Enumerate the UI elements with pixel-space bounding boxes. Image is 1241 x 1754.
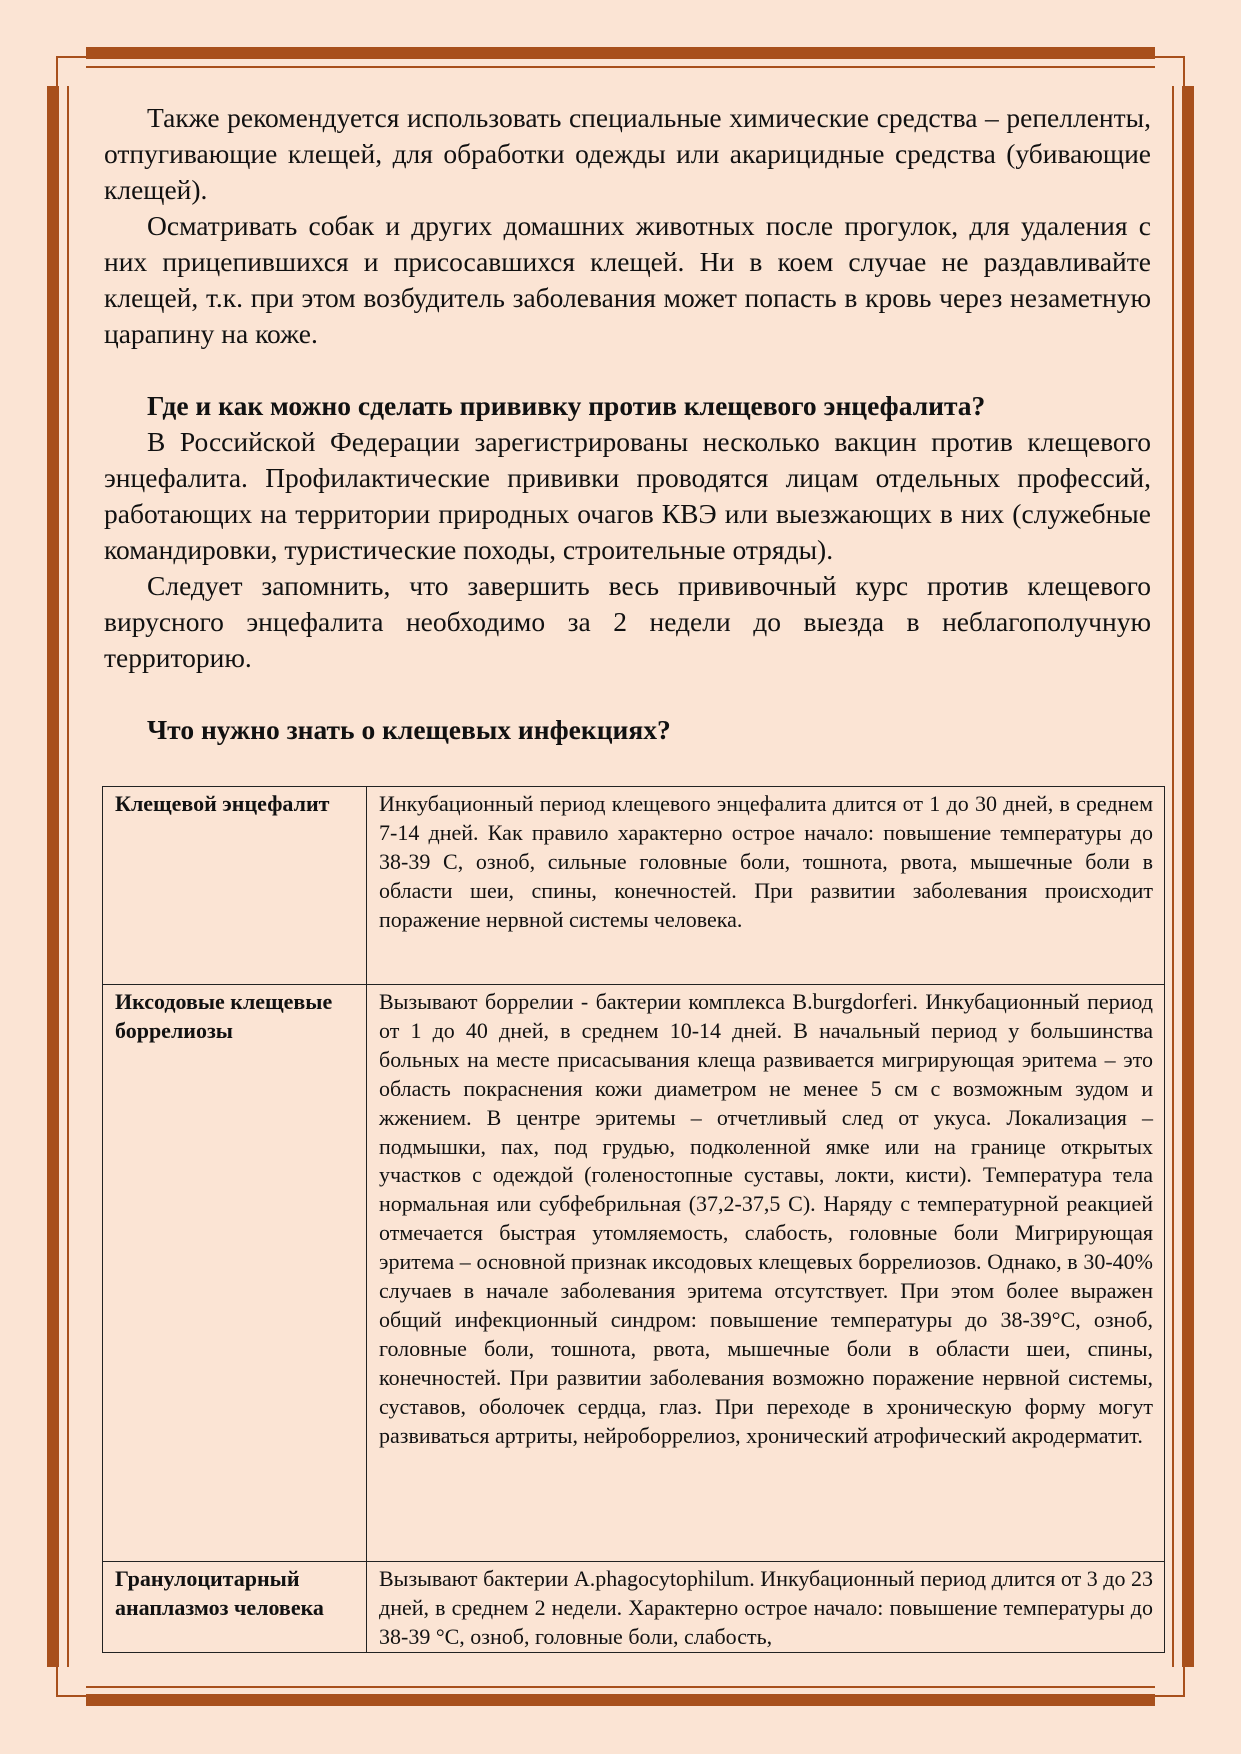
document-body [104, 100, 1151, 748]
frame-top-border [86, 47, 1155, 59]
pet-inspection-paragraph: Осматривать собак и других домашних животных после прогулок, для удаления с них прицепившихся и присосавшихся клещей. Ни в коем случае не раздавливайте клещей, т.к. при этом возбудитель заболевания может попасть в кровь через незаметную царапину на коже. [104, 210, 1151, 349]
frame-right-border [1182, 86, 1194, 1667]
table-row [103, 985, 1165, 1562]
frame-left-border [47, 86, 59, 1667]
table-row [103, 1562, 1165, 1653]
frame-corner-bottom-right [1155, 1667, 1185, 1697]
frame-bottom-inner-line [86, 1686, 1155, 1688]
infection-name: Гранулоцитарный анаплазмоз человека [103, 1562, 367, 1653]
infection-name: Клещевой энцефалит [103, 787, 367, 985]
infection-description: Инкубационный период клещевого энцефалита длится от 1 до 30 дней, в среднем 7-14 дней. Как правило характерно острое начало: повышение температуры до 38-39 С, озноб, сильные головные боли, тошнота, рвота, мышечные боли в области шеи, спины, конечностей. При развитии заболевания происходит поражение нервной системы человека. [367, 787, 1165, 985]
frame-left-inner-line [67, 86, 69, 1667]
infections-table [102, 786, 1165, 1653]
vaccines-paragraph: В Российской Федерации зарегистрированы несколько вакцин против клещевого энцефалита. Профилактические прививки проводятся лицам отдельных профессий, работающих на территории природных очагов КВЭ или выезжающих в них (служебные командировки, туристические походы, строительные отряды). [104, 426, 1151, 565]
frame-corner-top-left [56, 56, 86, 86]
section-spacer [104, 676, 1151, 712]
infections-heading: Что нужно знать о клещевых инфекциях? [147, 714, 671, 745]
section-spacer [104, 352, 1151, 388]
vaccination-deadline-paragraph: Следует запомнить, что завершить весь прививочный курс против клещевого вирусного энцефалита необходимо за 2 недели до выезда в неблагополучную территорию. [104, 570, 1151, 673]
vaccination-heading: Где и как можно сделать прививку против клещевого энцефалита? [147, 390, 986, 421]
infection-description: Вызывают бактерии A.phagocytophilum. Инкубационный период длится от 3 до 23 дней, в среднем 2 недели. Характерно острое начало: повышение температуры до 38-39 °С, озноб, головные боли, слабость, [367, 1562, 1165, 1653]
infection-description: Вызывают боррелии - бактерии комплекса B.burgdorferi. Инкубационный период от 1 до 40 дней, в среднем 10-14 дней. В начальный период у большинства больных на месте присасывания клеща развивается мигрирующая эритема – это область покраснения кожи диаметром не менее 5 см с возможным зудом и жжением. В центре эритемы – отчетливый след от укуса. Локализация – подмышки, пах, под грудью, подколенной ямке или на границе открытых участков с одеждой (голеностопные суставы, локти, кисти). Температура тела нормальная или субфебрильная (37,2-37,5 С). Наряду с температурной реакцией отмечается быстрая утомляемость, слабость, головные боли Мигрирующая эритема – основной признак иксодовых клещевых боррелиозов. Однако, в 30-40% случаев в начале заболевания эритема отсутствует. При этом более выражен общий инфекционный синдром: повышение температуры до 38-39°С, озноб, головные боли, тошнота, рвота, мышечные боли в области шеи, спины, конечностей. При развитии заболевания возможно поражение нервной системы, суставов, оболочек сердца, глаз. При переходе в хроническую форму могут развиваться артриты, нейроборрелиоз, хронический атрофический акродерматит. [367, 985, 1165, 1562]
table-row [103, 787, 1165, 985]
frame-bottom-border [86, 1694, 1155, 1706]
frame-corner-top-right [1155, 56, 1185, 86]
frame-corner-bottom-left [56, 1667, 86, 1697]
repellent-paragraph: Также рекомендуется использовать специальные химические средства – репелленты, отпугивающие клещей, для обработки одежды или акарицидные средства (убивающие клещей). [104, 102, 1151, 205]
frame-right-inner-line [1172, 86, 1174, 1667]
frame-top-inner-line [86, 66, 1155, 68]
infection-name: Иксодовые клещевые боррелиозы [103, 985, 367, 1562]
